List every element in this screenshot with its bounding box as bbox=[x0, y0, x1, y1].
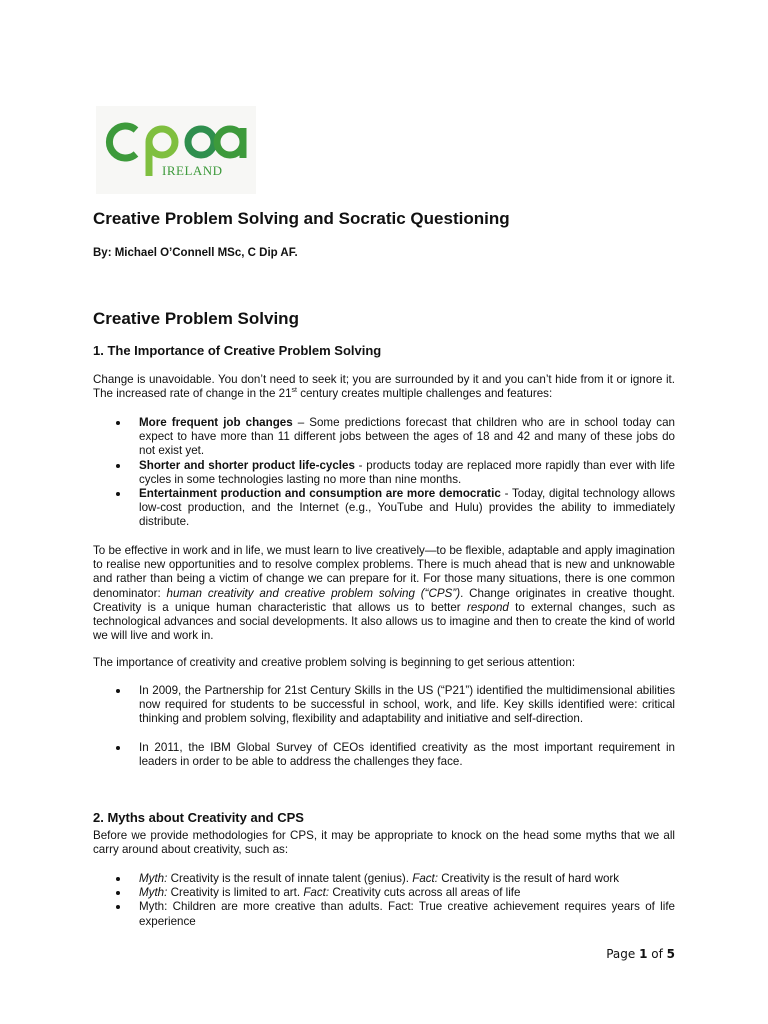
attention-list bbox=[93, 684, 675, 783]
list-item: Entertainment production and consumption are more democratic - Today, digital technology allows low-cost production, and the Internet (e.g., YouTube and Hulu) provides the ability to immediately distribute. bbox=[93, 487, 675, 530]
list-item: Myth: Creativity is limited to art. Fact: Creativity cuts across all areas of life bbox=[93, 886, 675, 900]
list-item: Myth: Creativity is the result of innate talent (genius). Fact: Creativity is the result of hard work bbox=[93, 872, 675, 886]
bullet-icon bbox=[116, 891, 120, 895]
change-features-list bbox=[93, 416, 675, 530]
myths-intro: Before we provide methodologies for CPS, it may be appropriate to knock on the head some myths that we all carry around about creativity, such as: bbox=[93, 829, 675, 857]
body-paragraph-2: The importance of creativity and creative problem solving is beginning to get serious attention: bbox=[93, 656, 576, 669]
subsection-heading-2: 2. Myths about Creativity and CPS bbox=[93, 810, 304, 825]
section-heading: Creative Problem Solving bbox=[93, 309, 299, 328]
bullet-icon bbox=[116, 492, 120, 496]
bullet-icon bbox=[116, 464, 120, 468]
list-item: In 2011, the IBM Global Survey of CEOs identified creativity as the most important requirement in leaders in order to be able to address the challenges they face. bbox=[93, 741, 675, 769]
bullet-icon bbox=[116, 905, 120, 909]
list-item: Shorter and shorter product life-cycles - products today are replaced more rapidly than ever with life cycles in some technologies lasting no more than nine months. bbox=[93, 459, 675, 487]
subsection-heading: 1. The Importance of Creative Problem Solving bbox=[93, 343, 382, 358]
myths-list bbox=[93, 872, 675, 929]
bullet-icon bbox=[116, 746, 120, 750]
document-title: Creative Problem Solving and Socratic Questioning bbox=[93, 209, 510, 228]
bullet-icon bbox=[116, 421, 120, 425]
list-item: Myth: Children are more creative than adults. Fact: True creative achievement requires years of life experience bbox=[93, 900, 675, 928]
cpa-logo-mark bbox=[96, 106, 256, 194]
cpa-ireland-logo bbox=[96, 106, 256, 194]
intro-paragraph: Change is unavoidable. You don’t need to seek it; you are surrounded by it and you can’t hide from it or ignore it. The increased rate of change in the 21st century creates multiple challenges and features: bbox=[93, 373, 675, 401]
bullet-icon bbox=[116, 877, 120, 881]
body-paragraph: To be effective in work and in life, we must learn to live creatively—to be flexible, adaptable and apply imagination to realise new opportunities and to resolve complex problems. There is much ahead that is new and unknowable and rather than being a victim of change we can prepare for it. For those many situations, there is one common denominator: human creativity and creative problem solving (“CPS”). Change originates in creative thought. Creativity is a unique human characteristic that allows us to better respond to external changes, such as technological advances and social developments. It also allows us to imagine and then to create the kind of world we will live and work in. bbox=[93, 544, 675, 643]
page-number: Page 1 of 5 bbox=[606, 947, 675, 961]
document-author: By: Michael O’Connell MSc, C Dip AF. bbox=[93, 247, 298, 259]
list-item: In 2009, the Partnership for 21st Century Skills in the US (“P21”) identified the multidimensional abilities now required for students to be successful in school, work, and life. Key skills identified were: critical thinking and problem solving, flexibility and adaptability and initiative and self-direction. bbox=[93, 684, 675, 727]
bullet-icon bbox=[116, 689, 120, 693]
logo-ireland-text: IRELAND bbox=[162, 163, 223, 178]
list-item: More frequent job changes – Some predictions forecast that children who are in school today can expect to have more than 11 different jobs between the ages of 18 and 42 and many of these jobs do not exist yet. bbox=[93, 416, 675, 459]
